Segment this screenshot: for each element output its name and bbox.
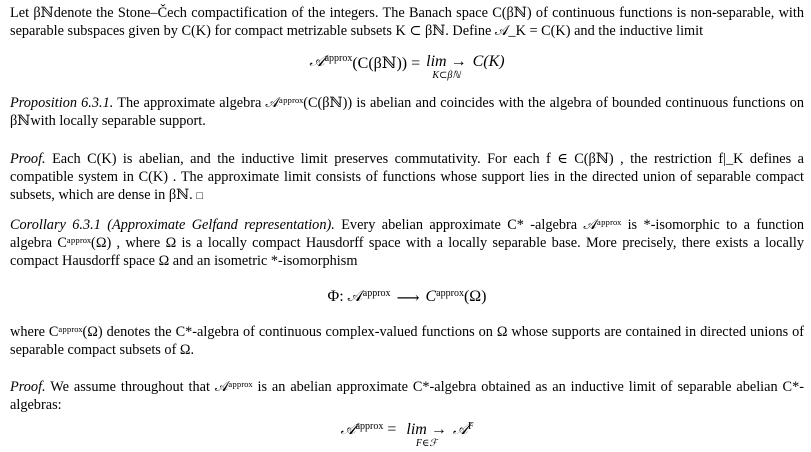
display-equation-isomorphism (10, 288, 804, 308)
display-equation-inductive-limit (10, 53, 804, 81)
proposition-label: Proposition 6.3.1. (10, 95, 114, 111)
eq3-eq: = (387, 421, 397, 438)
eq-lhs-sup: approx (324, 53, 353, 64)
display-equation-approx-limit (10, 421, 804, 449)
proof-text-2: We assume throughout that 𝒜ᵃᵖᵖʳᵒˣ is an abelian approximate C*-algebra obtained as an inductive limit of separable abelian C*-algebras: (10, 379, 804, 413)
corollary-text: Every abelian approximate C* -algebra 𝒜ᵃᵖᵖʳᵒˣ is *-isomorphic to a function algebra Cᵃᵖᵖʳᵒˣ(Ω) , where Ω is a locally compact Hausdorff space with a locally separable base. More precisely, there exists a locally compact Hausdorff space Ω and an isometric *-isomorphism (10, 217, 805, 269)
eq2-rhs-sup: approx (436, 288, 464, 299)
proposition-text: The approximate algebra 𝒜ᵃᵖᵖʳᵒˣ(C(βℕ)) is abelian and coincides with the algebra of bounded continuous functions on βℕwith locally separable support. (10, 95, 805, 129)
corollary-block (10, 216, 804, 270)
eq-limit-operator (426, 53, 466, 81)
proof-label-2: Proof. (10, 379, 46, 395)
eq3-lhs: 𝒜 (340, 421, 356, 438)
eq3-lim-sub: F∈ℱ (415, 438, 438, 449)
eq2-lhs-sup: approx (362, 288, 391, 299)
proposition-block (10, 94, 804, 130)
eq3-rhs-sub: F (467, 421, 474, 432)
corollary-label: Corollary 6.3.1 (Approximate Gelfand representation). (10, 217, 335, 233)
eq-lhs: 𝒜 (309, 53, 325, 70)
eq3-lhs-sup: approx (355, 421, 384, 432)
eq3-rhs: 𝒜 (452, 421, 468, 438)
proof-label: Proof. (10, 151, 46, 167)
eq2-arrow: ⟶ (396, 290, 420, 307)
where-paragraph: where Cᵃᵖᵖʳᵒˣ(Ω) denotes the C*-algebra of continuous complex-valued functions on Ω whose supports are contained in directed unions of separable compact subsets of Ω. (10, 324, 804, 358)
eq2-rhs: C (425, 288, 437, 305)
eq3-limit-operator (406, 421, 446, 449)
eq-lim-sub: K⊂βℕ (432, 70, 461, 81)
qed-symbol: □ (196, 190, 203, 202)
intro-paragraph: Let βℕdenote the Stone–Čech compactification of the integers. The Banach space C(βℕ) of continuous functions is non-separable, with separable subspaces given by C(K) for compact metrizable subsets K ⊂ βℕ. Define 𝒜_K = C(K) and the inductive limit (10, 5, 804, 39)
eq-lhs-arg: (C(βℕ)) = (352, 55, 421, 72)
proof-block-1 (10, 150, 804, 205)
proof-block-2 (10, 378, 804, 414)
eq2-rhs-arg: (Ω) (463, 288, 487, 305)
eq3-lim: lim → (406, 421, 447, 438)
eq2-lhs: Φ: 𝒜 (327, 288, 363, 305)
proof-text: Each C(K) is abelian, and the inductive limit preserves commutativity. For each f ∈ C(βℕ) , the restriction f|_K defines a compatible system in C(K) . The approximate limit consists of functions whose support lies in the directed union of separable compact subsets, which are dense in βℕ. (10, 151, 804, 203)
eq-rhs: C(K) (472, 53, 505, 70)
eq-lim: lim → (426, 53, 467, 70)
